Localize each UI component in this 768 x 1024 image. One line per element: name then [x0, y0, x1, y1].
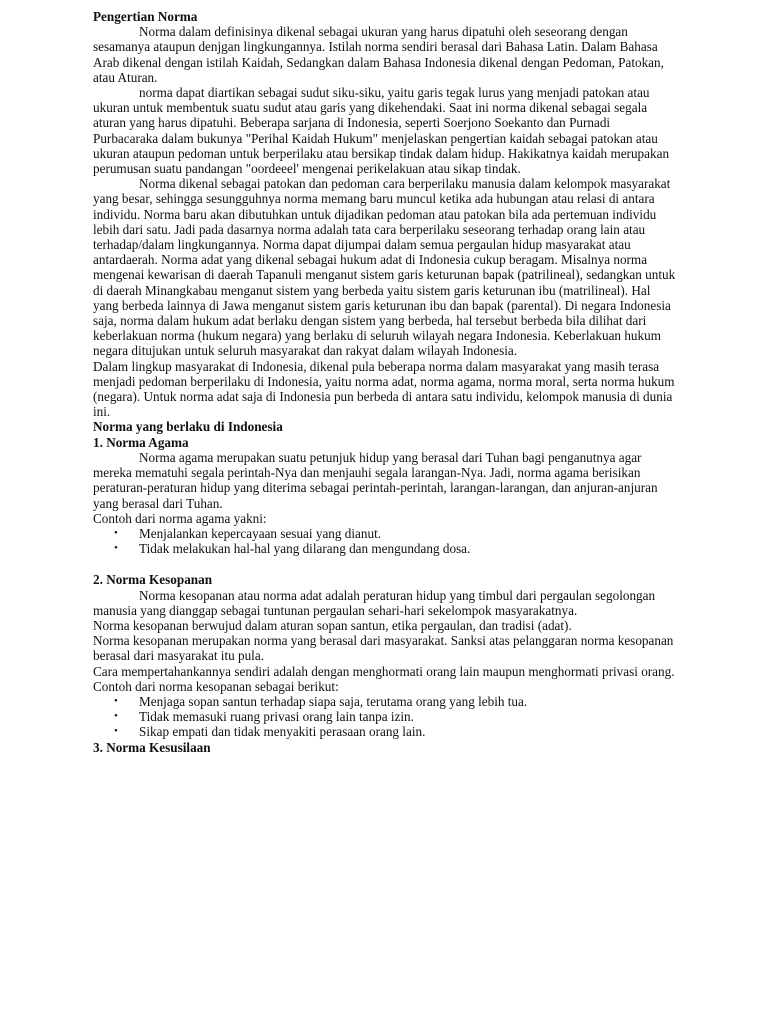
norma-agama-paragraph: Norma agama merupakan suatu petunjuk hidup yang berasal dari Tuhan bagi penganutnya agar mereka mematuhi segala perintah-Nya dan menjauhi segala larangan-Nya. Jadi, norma agama berisikan peraturan-peraturan hidup yang diterima sebagai perintah-perintah, larangan-larangan, dan anjuran-anjuran yang berasal dari Tuhan.: [93, 449, 658, 511]
intro-paragraph-3: Norma dikenal sebagai patokan dan pedoman cara berperilaku manusia dalam kelompok masyarakat yang besar, sehingga sesungguhnya norma memang baru muncul ketika ada hubungan atau relasi di antara individu. Norma baru akan dibutuhkan untuk dijadikan pedoman atau patokan bila ada pertemuan individu lebih dari satu. Jadi pada dasarnya norma adalah tata cara berperilaku seseorang terhadap orang lain atau terhadap/dalam lingkungannya. Norma dapat dijumpai dalam semua pergaulan hidup masyarakat atau antardaerah. Norma adat yang dikenal sebagai hukum adat di Indonesia cukup beragam. Misalnya norma mengenai kewarisan di daerah Tapanuli menganut sistem garis keturunan bapak (patrilineal), sedangkan untuk di daerah Minangkabau menganut sistem yang berbeda yaitu sistem garis keturunan ibu (matrilineal). Hal yang berbeda lainnya di Jawa menganut sistem garis keturunan ibu dan bapak (parental). Di negara Indonesia saja, norma dalam hukum adat berlaku dengan sistem yang berbeda, hal tersebut berbeda bila dilihat dari keberlakuan norma (hukum negara) yang berlaku di seluruh wilayah negara Indonesia. Keberlakuan hukum negara ditujukan untuk seluruh masyarakat dan rakyat dalam wilayah Indonesia.: [93, 176, 676, 359]
norma-kesopanan-line-2: Norma kesopanan merupakan norma yang berasal dari masyarakat. Sanksi atas pelanggaran norma kesopanan berasal dari masyarakat itu pula.: [93, 633, 674, 664]
bullet-icon: •: [114, 542, 118, 555]
list-item: [93, 526, 676, 541]
bullet-icon: •: [114, 725, 118, 738]
list-item: [93, 709, 676, 724]
bullet-icon: •: [114, 710, 118, 723]
intro-paragraph-2: norma dapat diartikan sebagai sudut siku-siku, yaitu garis tegak lurus yang menjadi patokan atau ukuran untuk membentuk suatu sudut atau garis yang dikehendaki. Saat ini norma dikenal sebagai segala aturan yang harus dipatuhi. Beberapa sarjana di Indonesia, seperti Soerjono Soekanto dan Purnadi Purbacaraka dalam bukunya "Perihal Kaidah Hukum" menjelaskan pengertian kaidah sebagai patokan atau ukuran ataupun pedoman untuk berperilaku atau bersikap tindak dalam hidup. Hakikatnya kaidah merupakan perumusan suatu pandangan "oordeeel' mengenai perikelakuan atau sikap tindak.: [93, 85, 670, 177]
lingkup-paragraph: Dalam lingkup masyarakat di Indonesia, dikenal pula beberapa norma dalam masyarakat yang masih terasa menjadi pedoman berperilaku di Indonesia, yaitu norma adat, norma agama, norma moral, serta norma hukum (negara). Untuk norma adat saja di Indonesia pun berbeda di antara satu individu, kelompok manusia di dunia ini.: [93, 358, 675, 420]
list-item-text: Tidak memasuki ruang privasi orang lain tanpa izin.: [139, 709, 414, 725]
norma-kesopanan-heading: 2. Norma Kesopanan: [93, 572, 213, 588]
norma-kesusilaan-heading: 3. Norma Kesusilaan: [93, 739, 211, 755]
bullet-icon: •: [114, 526, 118, 539]
list-item-text: Tidak melakukan hal-hal yang dilarang dan mengundang dosa.: [139, 541, 471, 557]
norma-agama-heading: 1. Norma Agama: [93, 434, 189, 450]
list-item-text: Sikap empati dan tidak menyakiti perasaan orang lain.: [139, 724, 426, 740]
norma-kesopanan-list: [93, 694, 676, 740]
norma-kesopanan-paragraph: Norma kesopanan atau norma adat adalah peraturan hidup yang timbul dari pergaulan segolongan manusia yang dianggap sebagai tuntunan pergaulan sehari-hari sekelompok masyarakatnya.: [93, 587, 656, 618]
norma-kesopanan-contoh-label: Contoh dari norma kesopanan sebagai berikut:: [93, 678, 339, 694]
section-heading: Norma yang berlaku di Indonesia: [93, 419, 283, 435]
list-item: [93, 541, 676, 556]
list-item: [93, 694, 676, 709]
norma-agama-list: [93, 526, 676, 556]
list-item: [93, 724, 676, 739]
section-spacer: [93, 556, 676, 572]
document-page: [93, 9, 676, 755]
list-item-text: Menjaga sopan santun terhadap siapa saja, terutama orang yang lebih tua.: [139, 693, 528, 709]
intro-paragraph-1: Norma dalam definisinya dikenal sebagai ukuran yang harus dipatuhi oleh seseorang dengan sesamanya ataupun denjgan lingkungannya. Istilah norma sendiri berasal dari Bahasa Latin. Dalam Bahasa Arab dikenal dengan istilah Kaidah, Sedangkan dalam Bahasa Indonesia dikenal dengan Pedoman, Patokan, atau Aturan.: [93, 24, 664, 85]
norma-agama-contoh-label: Contoh dari norma agama yakni:: [93, 510, 267, 526]
norma-kesopanan-line-3: Cara mempertahankannya sendiri adalah dengan menghormati orang lain maupun menghormati privasi orang.: [93, 663, 675, 679]
norma-kesopanan-line-1: Norma kesopanan berwujud dalam aturan sopan santun, etika pergaulan, dan tradisi (adat).: [93, 617, 572, 633]
document-title: Pengertian Norma: [93, 9, 198, 24]
bullet-icon: •: [114, 694, 118, 707]
list-item-text: Menjalankan kepercayaan sesuai yang dianut.: [139, 525, 382, 541]
